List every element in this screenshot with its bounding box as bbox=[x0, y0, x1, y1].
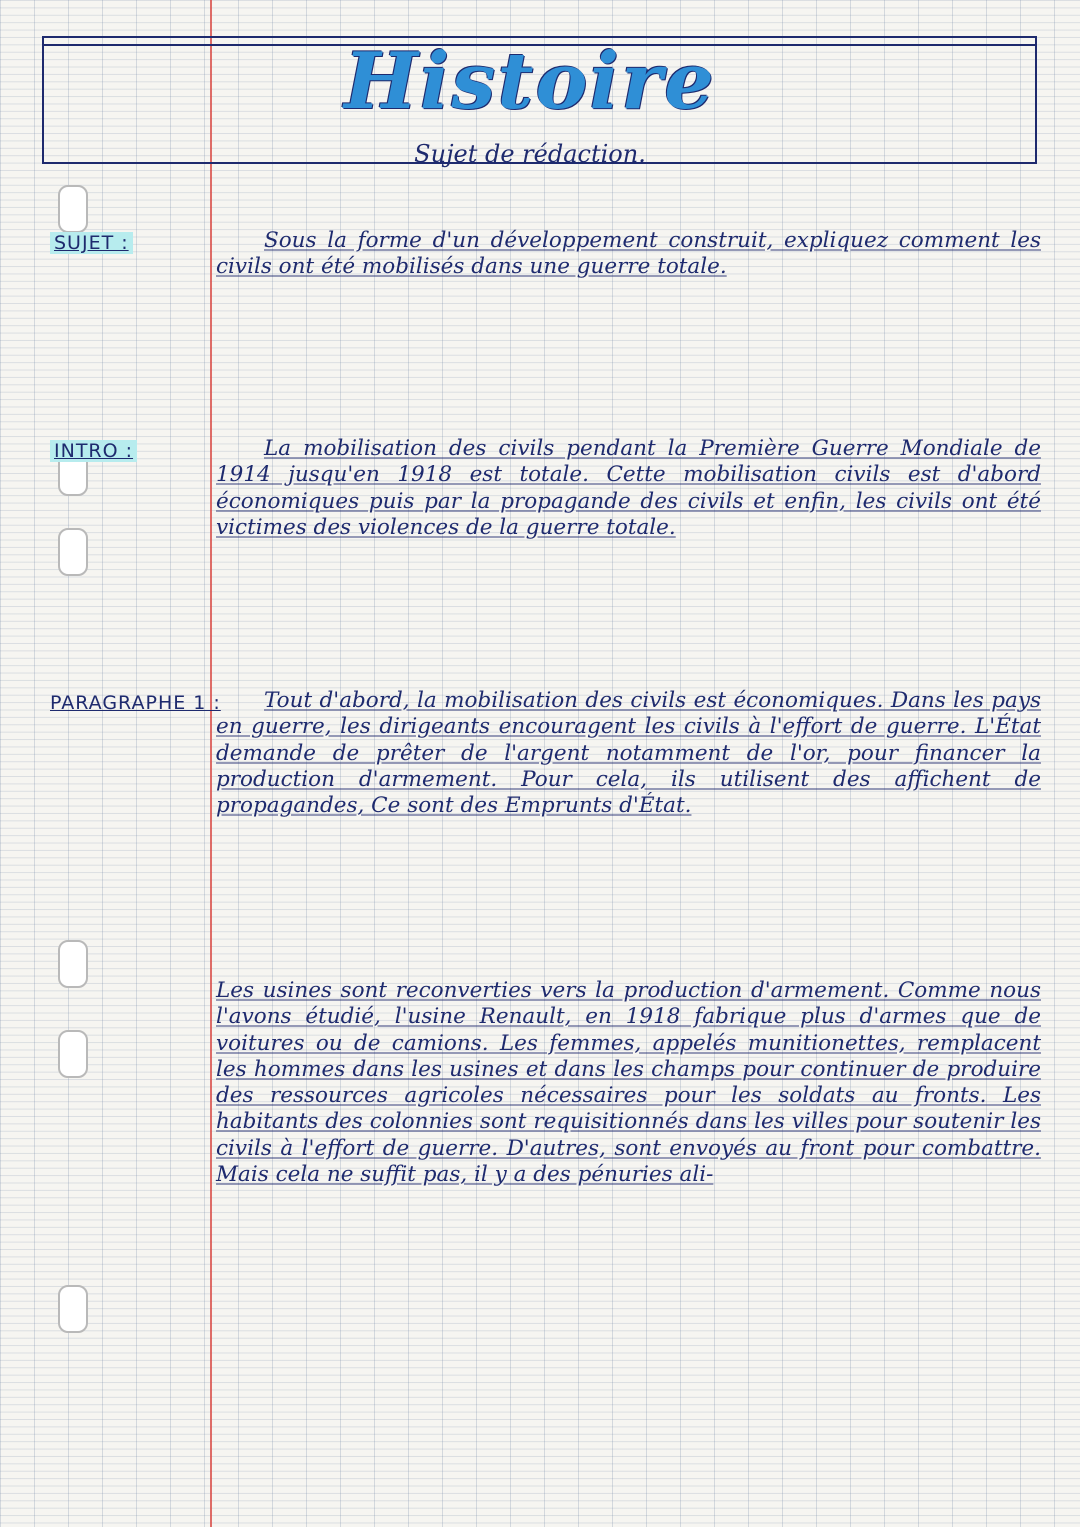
intro-label bbox=[50, 440, 137, 462]
red-margin-line bbox=[210, 0, 212, 1527]
paragraphe1-label-text: PARAGRAPHE 1 : bbox=[50, 692, 221, 714]
binder-hole bbox=[58, 940, 88, 988]
binder-hole bbox=[58, 528, 88, 576]
paragraphe1-text-b: Les usines sont reconverties vers la production d'armement. Comme nous l'avons étudié, l'usine Renault, en 1918 fabrique plus d'armes que de voitures ou de camions. Les femmes, appelés munitionettes, remplacent les hommes dans les usines et dans les champs pour continuer de produire des ressources agricoles nécessaires pour les soldats au fronts. Les habitants des colonnies sont requisitionnés dans les villes pour soutenir les civils à l'effort de guerre. D'autres, sont envoyés au front pour combattre. Mais cela ne suffit pas, il y a des pénuries ali- bbox=[216, 978, 1041, 1188]
sujet-label-text: SUJET : bbox=[50, 232, 133, 254]
binder-hole bbox=[58, 1285, 88, 1333]
sujet-text: Sous la forme d'un développement construit, expliquez comment les civils ont été mobilisés dans une guerre totale. bbox=[216, 228, 1041, 280]
binder-hole bbox=[58, 1030, 88, 1078]
page-title: Histoire bbox=[344, 36, 716, 127]
page-subtitle: Sujet de rédaction. bbox=[414, 140, 646, 168]
sujet-label bbox=[50, 232, 133, 254]
paragraphe1-label bbox=[50, 692, 221, 714]
intro-text: La mobilisation des civils pendant la Première Guerre Mondiale de 1914 jusqu'en 1918 est totale. Cette mobilisation civils est d'abord économiques puis par la propagande des civils et enfin, les civils ont été victimes des violences de la guerre totale. bbox=[216, 436, 1041, 540]
binder-holes bbox=[28, 0, 88, 1527]
intro-label-text: INTRO : bbox=[50, 440, 137, 462]
paragraphe1-text-a: Tout d'abord, la mobilisation des civils est économiques. Dans les pays en guerre, les dirigeants encouragent les civils à l'effort de guerre. L'État demande de prêter de l'argent notamment de l'or, pour financer la production d'armement. Pour cela, ils utilisent des affichent de propagandes, Ce sont des Emprunts d'État. bbox=[216, 688, 1041, 819]
binder-hole bbox=[58, 185, 88, 233]
